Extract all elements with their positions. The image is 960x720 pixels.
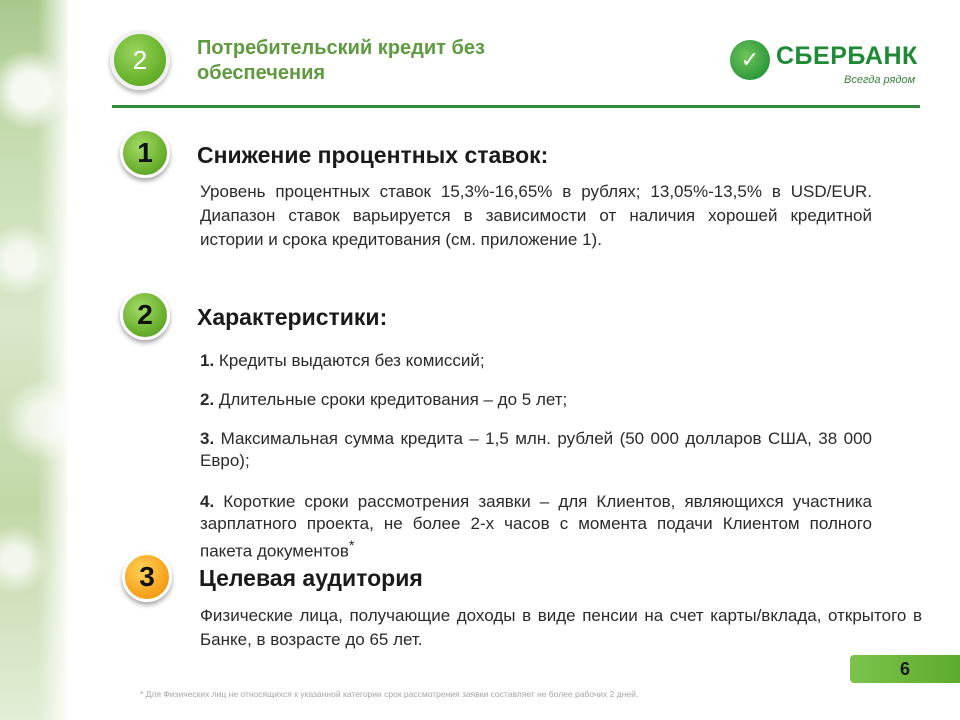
list-item-number: 4. (200, 492, 215, 511)
list-item (200, 389, 872, 411)
section-1-number: 1 (120, 128, 170, 178)
footnote-marker: * (348, 538, 355, 554)
page-title: Потребительский кредит без обеспечения (197, 37, 485, 84)
section-3-number: 3 (122, 552, 172, 602)
slide-section-badge: 2 (110, 30, 170, 90)
list-item-text: Максимальная сумма кредита – 1,5 млн. рублей (50 000 долларов США, 38 000 Евро); (200, 429, 872, 470)
section-2-number: 2 (120, 290, 170, 340)
sberbank-logo (730, 40, 930, 96)
section-3-text: Физические лица, получающие доходы в виде пенсии на счет карты/вклада, открытого в Банке, в возрасте до 65 лет. (200, 606, 922, 649)
header-divider (112, 105, 920, 108)
decorative-side-background (0, 0, 68, 720)
section-3-heading: Целевая аудитория (199, 565, 423, 591)
section-2-heading: Характеристики: (197, 304, 388, 330)
logo-tagline: Всегда рядом (844, 74, 916, 86)
section-1-heading: Снижение процентных ставок: (197, 142, 549, 168)
list-item (200, 428, 872, 472)
list-item (200, 350, 872, 372)
list-item-number: 2. (200, 390, 215, 409)
list-item-text: Кредиты выдаются без комиссий; (214, 351, 485, 370)
footnote: * Для Физических лиц не относящихся к указанной категории срок рассмотрения заявки составляет не более рабочих 2 дней. (140, 689, 639, 699)
list-item-number: 3. (200, 429, 215, 448)
list-item-text: Длительные сроки кредитования – до 5 лет; (214, 390, 568, 409)
list-item-number: 1. (200, 351, 215, 370)
page-number: 6 (850, 655, 960, 683)
list-item-text: Короткие сроки рассмотрения заявки – для Клиентов, являющихся участника зарплатного проекта, не более 2-х часов с момента подачи Клиентом полного пакета документов (200, 492, 872, 561)
section-1-text: Уровень процентных ставок 15,3%-16,65% в рублях; 13,05%-13,5% в USD/EUR. Диапазон ставок варьируется в зависимости от наличия хорошей кредитной истории и срока кредитования (см. приложение 1). (200, 182, 872, 249)
logo-name: СБЕРБАНК (776, 42, 918, 70)
list-item (200, 491, 872, 563)
sberbank-check-icon: ✓ (730, 40, 770, 80)
